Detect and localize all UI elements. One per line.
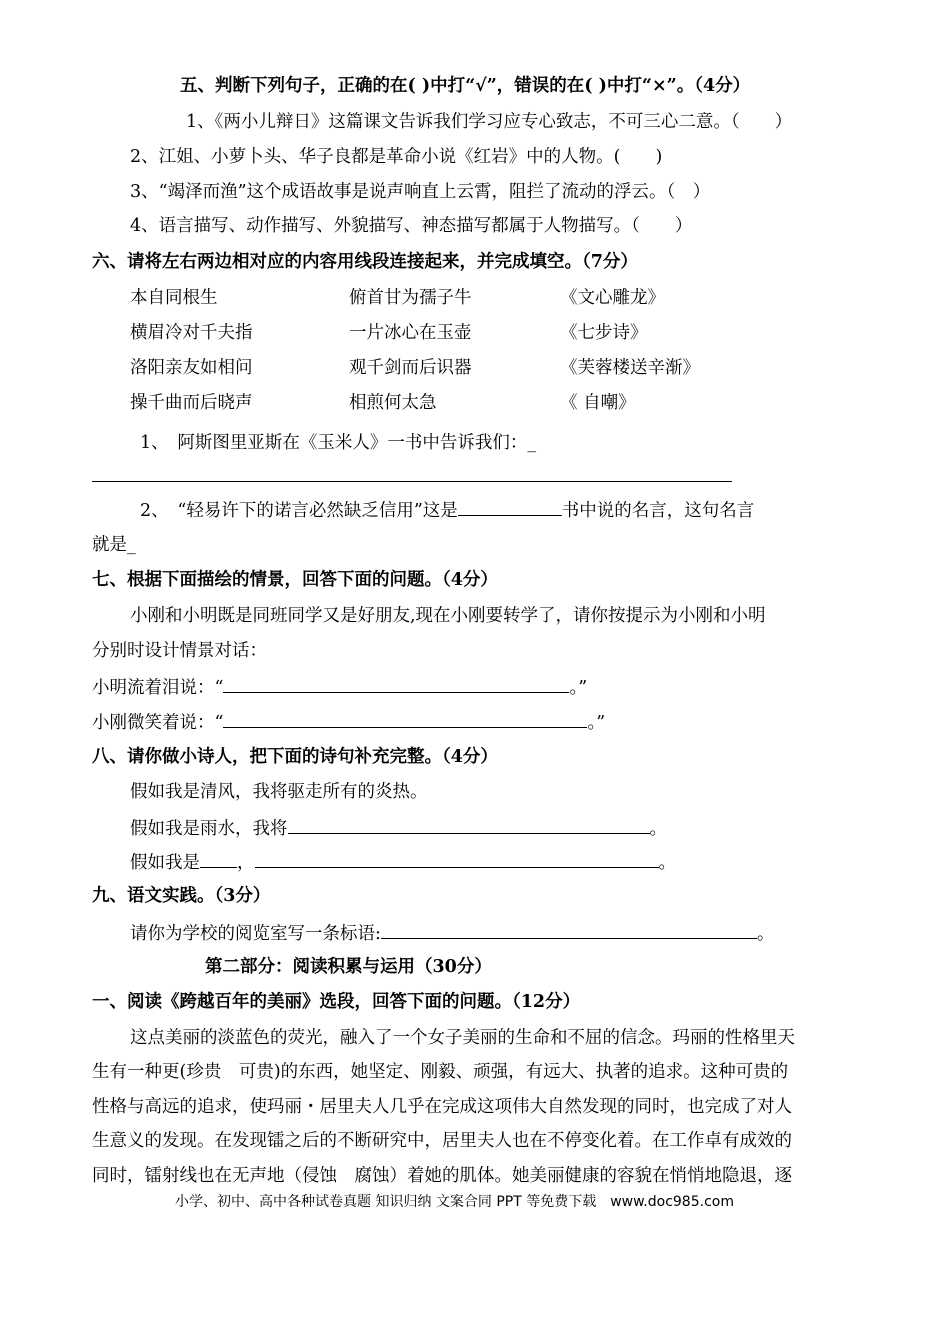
- s6-q2-prefix: 2、 “轻易许下的诺言必然缺乏信用”这是: [140, 501, 458, 521]
- s6-right-item: 《芙蓉楼送辛渐》: [560, 358, 700, 378]
- s5-question-3: 3、“竭泽而渔”这个成语故事是说声响直上云霄，阻拦了流动的浮云。（ ）: [130, 182, 711, 202]
- page-footer: 小学、初中、高中各种试卷真题 知识归纳 文案合同 PPT 等免费下载 www.doc985.com: [175, 1194, 734, 1210]
- s7-paragraph-line: 小刚和小明既是同班同学又是好朋友,现在小刚要转学了，请你按提示为小刚和小明: [130, 606, 766, 626]
- s6-middle-item: 俯首甘为孺子牛: [349, 288, 472, 308]
- s8-poem-line-2: [130, 815, 667, 841]
- s7-xiaogang-line: [92, 709, 605, 735]
- part-2-title: 第二部分：阅读积累与运用（30分）: [205, 957, 492, 977]
- s8-line3-comma: ，: [237, 853, 255, 873]
- s6-left-item: 本自同根生: [130, 288, 218, 308]
- s8-line3-prefix: 假如我是: [130, 853, 200, 873]
- s8-poem-line-3: [130, 849, 676, 875]
- blank-poem-subject[interactable]: [200, 849, 237, 868]
- xiaogang-prefix: 小刚微笑着说：“: [92, 713, 224, 733]
- blank-xiaogang-dialogue[interactable]: [223, 709, 587, 728]
- xiaogang-suffix: 。”: [587, 713, 606, 733]
- s6-middle-item: 一片冰心在玉壶: [349, 323, 472, 343]
- s6-middle-item: 相煎何太急: [349, 393, 437, 413]
- section-5-title: 五、判断下列句子，正确的在( )中打“√”，错误的在( )中打“×”。（4分）: [180, 76, 751, 96]
- blank-slogan[interactable]: [381, 920, 757, 939]
- s7-paragraph-line: 分别时设计情景对话：: [92, 641, 267, 661]
- section-7-title: 七、根据下面描绘的情景，回答下面的问题。（4分）: [92, 570, 498, 590]
- s6-fill-question-2: [140, 497, 754, 523]
- passage-line: 性格与高远的追求，使玛丽・居里夫人几乎在完成这项伟大自然发现的同时，也完成了对人: [92, 1097, 792, 1117]
- s6-q2-continuation: 就是_: [92, 535, 136, 555]
- answer-line: [92, 481, 732, 482]
- blank-xiaoming-dialogue[interactable]: [223, 674, 569, 693]
- s6-left-item: 横眉冷对千夫指: [130, 323, 253, 343]
- s6-q2-suffix: 书中说的名言，这句名言: [561, 501, 755, 521]
- blank-poem-action[interactable]: [255, 849, 659, 868]
- passage-line: 生有一种更(珍贵 可贵)的东西，她坚定、刚毅、顽强，有远大、执著的追求。这种可贵的: [92, 1062, 789, 1082]
- s8-line3-suffix: 。: [658, 853, 676, 873]
- s8-line2-suffix: 。: [649, 819, 667, 839]
- blank-poem-rain[interactable]: [288, 815, 650, 834]
- s6-left-item: 洛阳亲友如相问: [130, 358, 253, 378]
- blank-book-name[interactable]: [458, 497, 562, 516]
- passage-line: 生意义的发现。在发现镭之后的不断研究中，居里夫人也在不停变化着。在工作卓有成效的: [92, 1131, 792, 1151]
- s6-right-item: 《七步诗》: [560, 323, 648, 343]
- section-8-title: 八、请你做小诗人，把下面的诗句补充完整。（4分）: [92, 747, 498, 767]
- passage-line: 同时，镭射线也在无声地（侵蚀 腐蚀）着她的肌体。她美丽健康的容貌在悄悄地隐退，逐: [92, 1166, 792, 1186]
- reading-question-title: 一、阅读《跨越百年的美丽》选段，回答下面的问题。（12分）: [92, 992, 581, 1012]
- s5-question-1: 1、《两小儿辩日》这篇课文告诉我们学习应专心致志，不可三心二意。（ ）: [186, 112, 793, 132]
- s8-poem-line-1: 假如我是清风，我将驱走所有的炎热。: [130, 782, 428, 802]
- s5-question-4: 4、语言描写、动作描写、外貌描写、神态描写都属于人物描写。（ ）: [130, 216, 693, 236]
- s6-left-item: 操千曲而后晓声: [130, 393, 253, 413]
- s9-suffix: 。: [756, 924, 775, 944]
- section-9-title: 九、语文实践。（3分）: [92, 886, 271, 906]
- s6-right-item: 《文心雕龙》: [560, 288, 665, 308]
- passage-line: 这点美丽的淡蓝色的荧光，融入了一个女子美丽的生命和不屈的信念。玛丽的性格里天: [130, 1028, 795, 1048]
- xiaoming-prefix: 小明流着泪说：“: [92, 678, 224, 698]
- section-6-title: 六、请将左右两边相对应的内容用线段连接起来，并完成填空。（7分）: [92, 252, 638, 272]
- s9-prompt: 请你为学校的阅览室写一条标语:: [130, 924, 381, 944]
- s6-fill-question-1: 1、 阿斯图里亚斯在《玉米人》一书中告诉我们：_: [140, 433, 537, 453]
- s6-middle-item: 观千剑而后识器: [349, 358, 472, 378]
- s8-line2-prefix: 假如我是雨水，我将: [130, 819, 288, 839]
- s5-question-2: 2、江姐、小萝卜头、华子良都是革命小说《红岩》中的人物。( ): [130, 147, 663, 167]
- s7-xiaoming-line: [92, 674, 587, 700]
- s9-prompt-line: [130, 920, 774, 946]
- xiaoming-suffix: 。”: [569, 678, 588, 698]
- s6-right-item: 《 自嘲》: [560, 393, 636, 413]
